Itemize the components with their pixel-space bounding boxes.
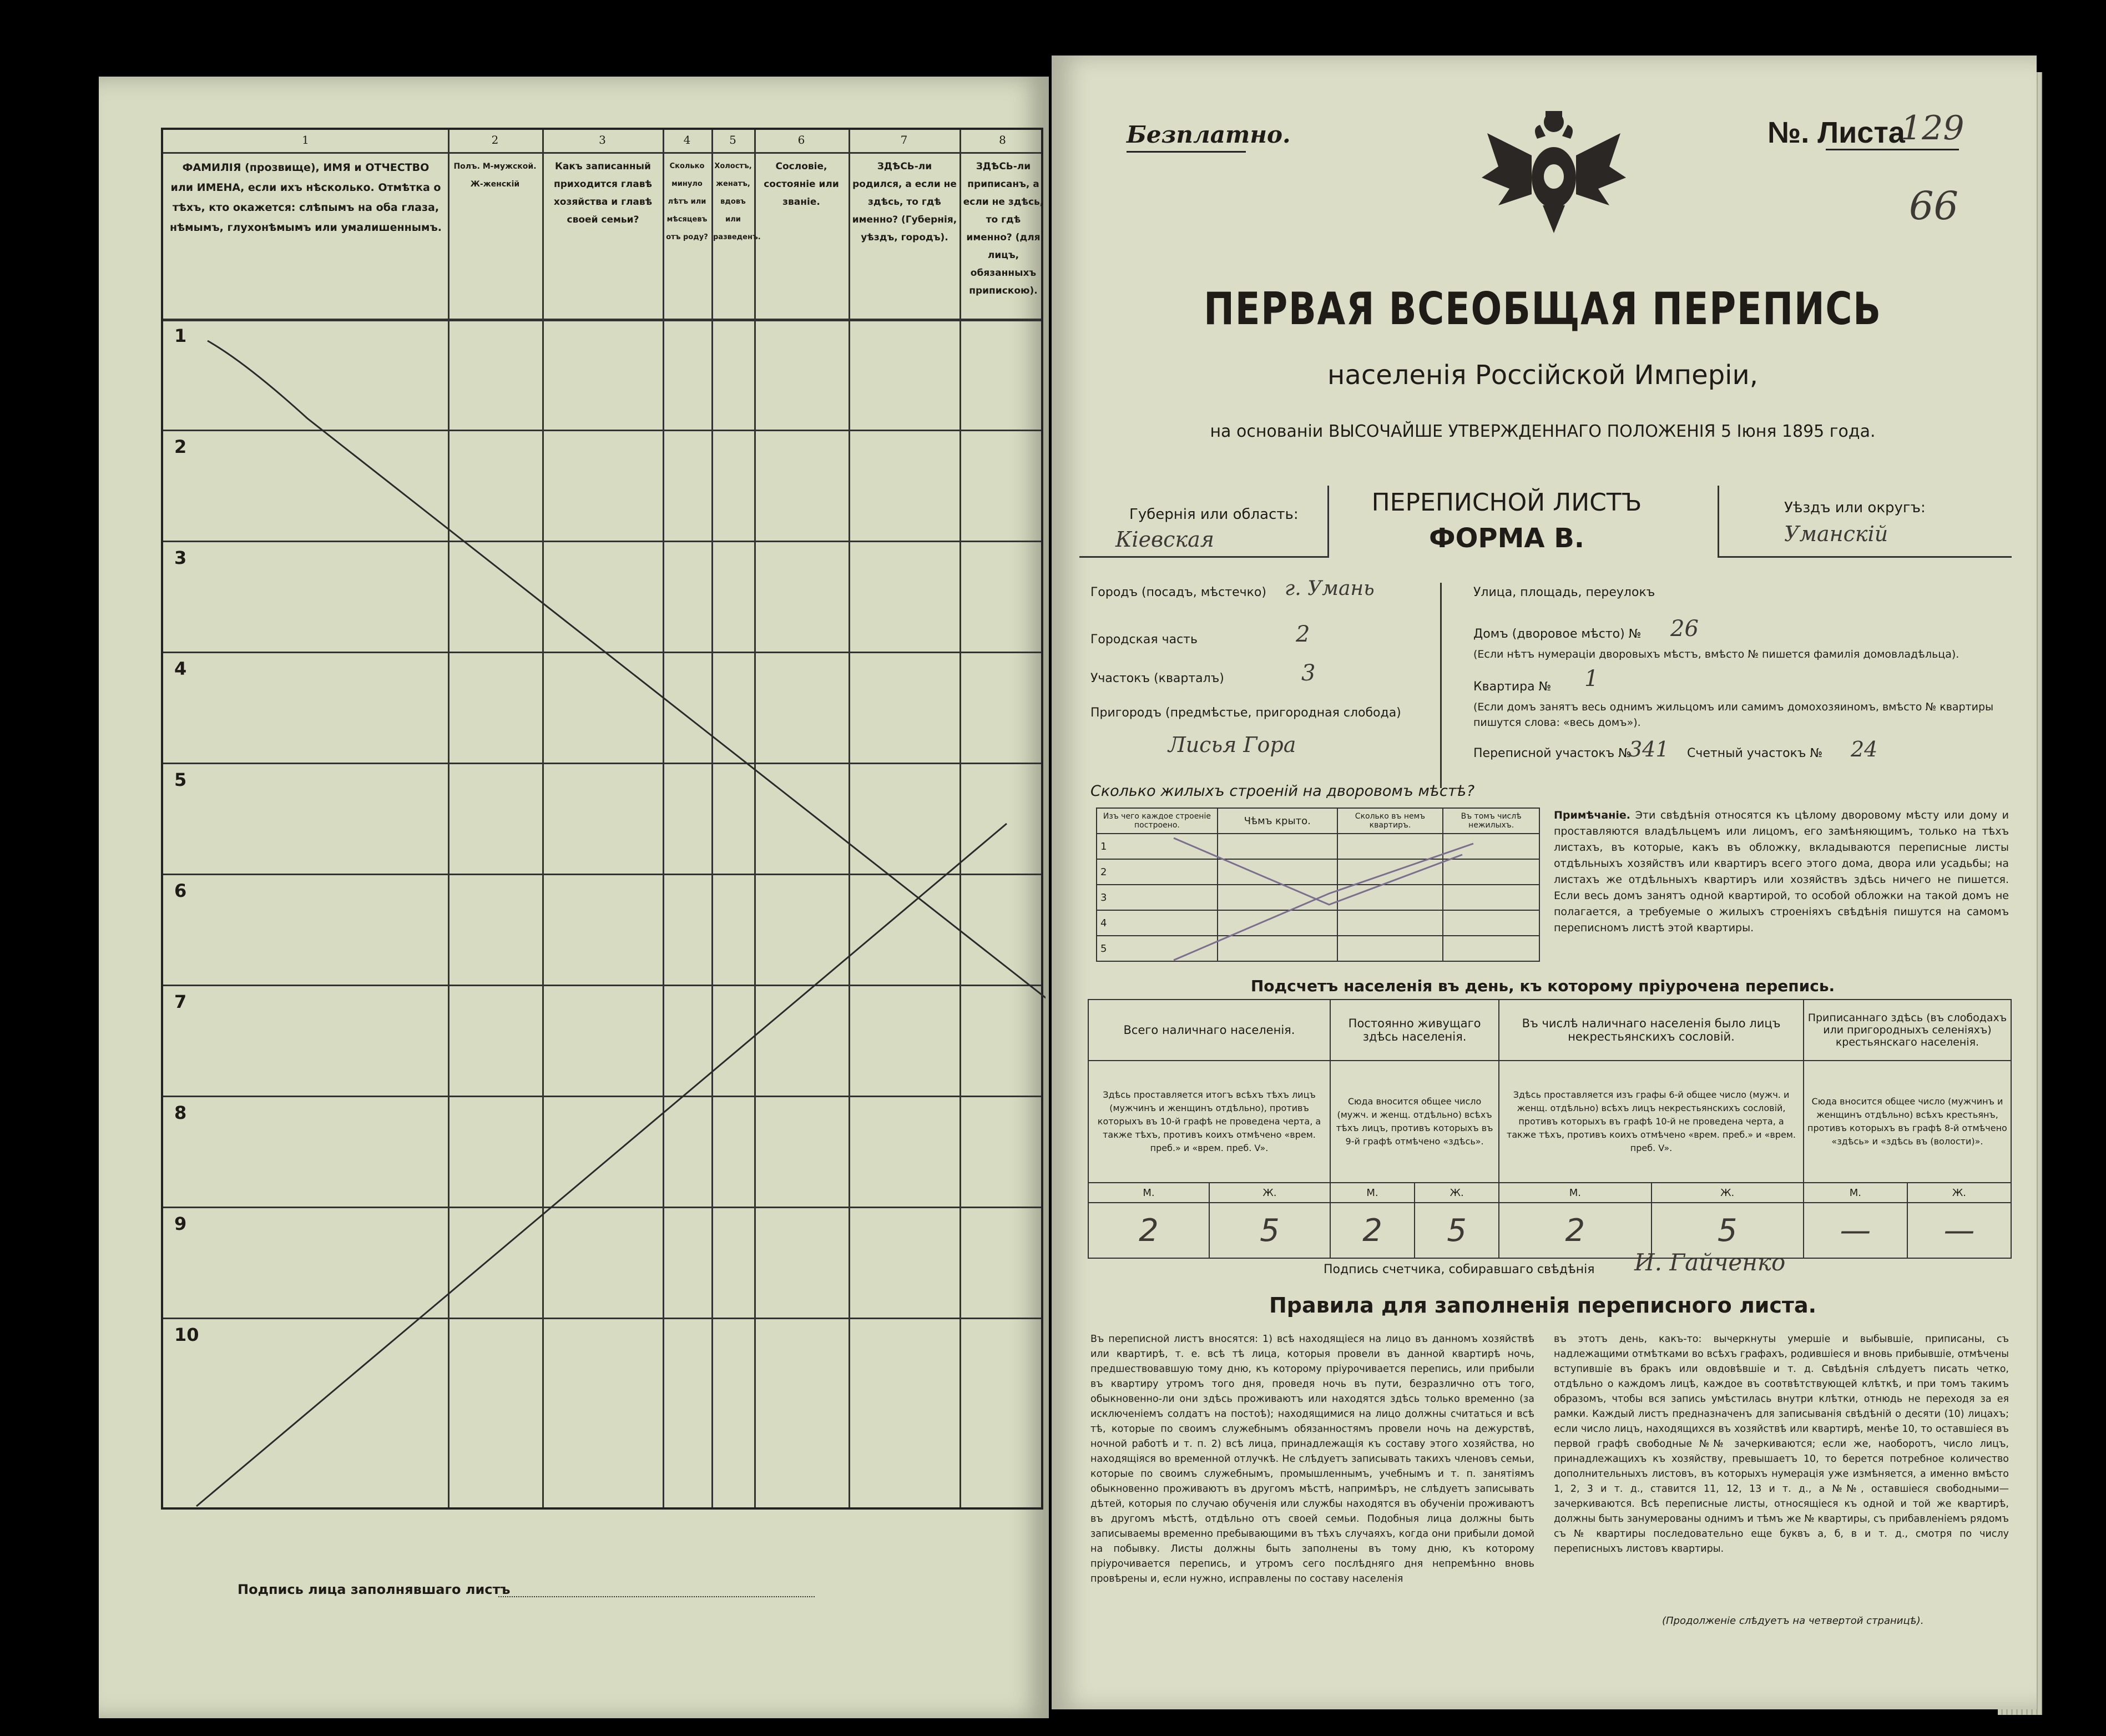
row-num-4: 4 bbox=[174, 658, 187, 679]
tally-table bbox=[1088, 999, 2012, 1259]
buildings-row-3: 3 bbox=[1097, 885, 1218, 910]
tally-f-label-1: Ж. bbox=[1209, 1183, 1330, 1203]
tally-title: Подсчетъ населенія въ день, къ которому пріурочена перепись. bbox=[1250, 977, 1835, 995]
province-label: Губернія или область: bbox=[1129, 506, 1299, 523]
apartment-label: Квартира № bbox=[1473, 680, 1552, 694]
col-head-registration: ЗДѢСЬ-ли приписанъ, а если не здѣсь, то гдѣ именно? (для лицъ, обязанныхъ припискою). bbox=[963, 161, 1044, 296]
tally-desc-resident: Сюда вносится общее число (мужч. и женщ. отдѣльно) всѣхъ тѣхъ лицъ, противъ которыхъ въ 9-й графѣ отмѣчено «здѣсь». bbox=[1330, 1061, 1499, 1183]
tally-m-resident: 2 bbox=[1330, 1203, 1415, 1258]
tally-m-label-2: М. bbox=[1330, 1183, 1415, 1203]
city-label: Городъ (посадъ, мѣстечко) bbox=[1090, 586, 1266, 599]
house-label: Домъ (дворовое мѣсто) № bbox=[1473, 627, 1642, 641]
row-num-8: 8 bbox=[174, 1102, 187, 1123]
row-num-10: 10 bbox=[174, 1324, 199, 1345]
census-basis: на основаніи ВЫСОЧАЙШЕ УТВЕРЖДЕННАГО ПОЛОЖЕНІЯ 5 Іюня 1895 года. bbox=[1210, 422, 1876, 441]
tally-desc-nonpeasant: Здѣсь проставляется изъ графы 6-й общее число (мужч. и женщ. отдѣльно) всѣхъ лицъ некрестьянскихъ сословій, противъ которыхъ въ графѣ 10-й не проведена черта, а также тѣхъ, противъ коихъ отмѣчено «врем. преб.» и «врем. преб. V». bbox=[1499, 1061, 1804, 1183]
right-page bbox=[1052, 55, 2037, 1709]
sheet-number-underline bbox=[1826, 149, 1959, 150]
col-head-marital: Холостъ, женатъ, вдовъ или разведенъ. bbox=[713, 162, 761, 241]
tally-m-peasant: — bbox=[1804, 1203, 1907, 1258]
count-sector-value: 24 bbox=[1851, 737, 1878, 761]
tally-m-label-3: М. bbox=[1499, 1183, 1651, 1203]
province-value: Кіевская bbox=[1115, 527, 1214, 552]
buildings-note bbox=[1554, 808, 2009, 936]
row-num-2: 2 bbox=[174, 436, 187, 457]
rules-column-1: Въ переписной листъ вносятся: 1) всѣ находящіеся на лицо въ данномъ хозяйствѣ или квартирѣ, т. е. всѣ тѣ лица, которыя провели въ данной квартирѣ ночь, предшествовавшую тому дню, къ которому пріурочивается перепись, или прибыли въ квартиру утромъ того дня, проведя ночь въ пути, безразлично отъ того, обыкновенно-ли они здѣсь проживаютъ или находятся здѣсь только временно (за исключеніемъ солдатъ на постоѣ); находящимися на лицо должны считаться и всѣ тѣ, которые по своимъ служебнымъ обязанностямъ провели ночь на дежурствѣ, ночной работѣ и т. п. 2) всѣ лица, принадлежащія къ составу этого хозяйства, но находящіяся во временной отлучкѣ. Не слѣдуетъ записывать такихъ членовъ семьи, которые по своимъ служебнымъ, промышленнымъ, учебнымъ и т. п. занятіямъ обыкновенно проживаютъ въ другомъ мѣстѣ, напримѣръ, не слѣдуетъ записывать дѣтей, которыя по случаю обученія или службы находятся въ обученіи проживаютъ въ другомъ мѣстѣ, отдѣльно отъ своей семьи. Подобныя лица должны быть записываемы временно пребывающими въ тѣхъ случаяхъ, когда они прибыли домой на побывку. Листы должны быть заполнены въ тому дню, къ которому пріурочивается перепись, и утромъ сего послѣдняго дня непремѣнно вновь провѣрены и, если нужно, исправлены по составу населенія bbox=[1090, 1334, 1534, 1584]
tally-f-label-3: Ж. bbox=[1652, 1183, 1804, 1203]
buildings-col-material: Изъ чего каждое строеніе построено. bbox=[1097, 808, 1218, 834]
city-part-value: 2 bbox=[1296, 622, 1310, 647]
buildings-row-2: 2 bbox=[1097, 859, 1218, 885]
col-num-8: 8 bbox=[999, 133, 1006, 147]
buildings-row-5: 5 bbox=[1097, 936, 1218, 961]
suburb-label: Пригородъ (предмѣстье, пригородная слобода) bbox=[1090, 706, 1401, 720]
tally-desc-peasant: Сюда вносится общее число (мужчинъ и женщинъ отдѣльно) всѣхъ крестьянъ, противъ которыхъ въ графѣ 8-й отмѣчено «здѣсь» и «здѣсь въ (волости)». bbox=[1804, 1061, 2011, 1183]
col-head-sex: Полъ. М-мужской. Ж-женскій bbox=[453, 162, 537, 189]
col-num-5: 5 bbox=[729, 133, 736, 147]
cross-out-lines bbox=[163, 130, 1046, 1512]
tally-f-label-2: Ж. bbox=[1415, 1183, 1499, 1203]
note-title: Примѣчаніе. bbox=[1554, 809, 1630, 821]
house-value: 26 bbox=[1670, 616, 1699, 642]
rules-column-2: въ этотъ день, какъ-то: вычеркнуты умершіе и выбывшіе, приписаны, съ надлежащими отмѣтками во всѣхъ графахъ, родившіеся и вновь прибывшіе, отмѣчены вступившіе въ бракъ или овдовѣвшіе и т. д. Свѣдѣнія слѣдуетъ писать четко, отдѣльно о каждомъ лицѣ, каждое въ соотвѣтствующей клѣткѣ, и при томъ такимъ образомъ, чтобы вся запись умѣстилась внутри клѣтки, отнюдь не переходя за ея рамки. Каждый листъ предназначенъ для записыванія свѣдѣній о десяти (10) лицахъ; если число лицъ, находящихся въ хозяйствѣ или квартирѣ, менѣе 10, то оставшіеся въ первой графѣ свободные №№ зачеркиваются; если же, наоборотъ, число лицъ, принадлежащихъ къ хозяйству, превышаетъ 10, то берется потребное количество дополнительныхъ листовъ, въ которыхъ нумерація уже измѣняется, а именно вмѣсто 1, 2, 3 и т. д., ставится 11, 12, 13 и т. д., а №№, оставшіеся свободными—зачеркиваются. Всѣ переписные листы, относящіеся къ одной и той же квартирѣ, должны быть занумерованы однимъ и тѣмъ же № квартиры, съ прибавленіемъ рядомъ съ № квартиры последовательно еще буквъ а, б, в и т. д., смотря по числу переписныхъ листовъ квартиры. bbox=[1554, 1334, 2009, 1555]
tally-f-present: 5 bbox=[1209, 1203, 1330, 1258]
district-value: Уманскій bbox=[1784, 522, 1888, 546]
buildings-col-apartments: Сколько въ немъ квартиръ. bbox=[1337, 808, 1443, 834]
census-sector-value: 341 bbox=[1629, 737, 1669, 761]
buildings-col-roof: Чѣмъ крыто. bbox=[1218, 808, 1337, 834]
row-num-6: 6 bbox=[174, 880, 187, 901]
col-num-3: 3 bbox=[599, 133, 606, 147]
apartment-note: (Если домъ занятъ весь однимъ жильцомъ или самимъ домохозяиномъ, вмѣсто № квартиры пишутся слова: «весь домъ»). bbox=[1473, 701, 1994, 729]
tally-head-present: Всего наличнаго населенія. bbox=[1088, 1000, 1330, 1061]
street-label: Улица, площадь, переулокъ bbox=[1473, 586, 1655, 599]
col-num-4: 4 bbox=[683, 133, 691, 147]
col-num-7: 7 bbox=[900, 133, 908, 147]
left-signature-label: Подпись лица заполнявшаго листъ bbox=[238, 1582, 511, 1597]
col-head-estate: Сословіе, состояніе или званіе. bbox=[764, 161, 839, 208]
census-subtitle: населенія Россійской Имперіи, bbox=[1327, 360, 1758, 391]
tally-head-peasant: Приписаннаго здѣсь (въ слободахъ или пригородныхъ селеніяхъ) крестьянскаго населенія. bbox=[1804, 1000, 2011, 1061]
counter-signature-value: И. Гайченко bbox=[1634, 1249, 1786, 1276]
col-head-relation: Какъ записанный приходится главѣ хозяйства и главѣ своей семьи? bbox=[553, 161, 653, 225]
buildings-row-1: 1 bbox=[1097, 834, 1218, 859]
tally-f-resident: 5 bbox=[1415, 1203, 1499, 1258]
house-note: (Если нѣтъ нумераціи дворовыхъ мѣстъ, вмѣсто № пишется фамилія домовладѣльца). bbox=[1473, 648, 1959, 660]
form-title-2: ФОРМА В. bbox=[1428, 523, 1585, 554]
count-sector-label: Счетный участокъ № bbox=[1687, 746, 1823, 760]
col-num-6: 6 bbox=[797, 133, 805, 147]
continued-note: (Продолженіе слѣдуетъ на четвертой страницѣ). bbox=[1662, 1615, 1924, 1627]
sheet-number-label: №. Листа bbox=[1767, 116, 1905, 149]
census-person-table bbox=[161, 128, 1043, 1510]
sector-value: 3 bbox=[1301, 660, 1316, 686]
row-num-3: 3 bbox=[174, 547, 187, 568]
census-title: ПЕРВАЯ ВСЕОБЩАЯ ПЕРЕПИСЬ bbox=[1204, 283, 1882, 335]
free-label: Безплатно. bbox=[1127, 121, 1291, 148]
free-underline bbox=[1127, 151, 1246, 153]
col-num-2: 2 bbox=[491, 133, 499, 147]
row-num-7: 7 bbox=[174, 991, 187, 1012]
tally-head-resident: Постоянно живущаго здѣсь населенія. bbox=[1330, 1000, 1499, 1061]
sector-label: Участокъ (кварталъ) bbox=[1090, 672, 1224, 685]
tally-f-peasant: — bbox=[1907, 1203, 2011, 1258]
buildings-row-4: 4 bbox=[1097, 910, 1218, 936]
left-page bbox=[99, 77, 1049, 1718]
buildings-question: Сколько жилыхъ строеній на дворовомъ мѣстѣ? bbox=[1090, 783, 1475, 800]
col-head-name: ФАМИЛІЯ (прозвище), ИМЯ и ОТЧЕСТВО или ИМЕНА, если ихъ нѣсколько. Отмѣтка о тѣхъ, кто окажется: слѣпымъ на оба глаза, нѣмымъ, глухонѣмымъ или умалишеннымъ. bbox=[170, 162, 442, 234]
col-head-age: Сколько минуло лѣтъ или мѣсяцевъ отъ роду? bbox=[666, 162, 708, 241]
tally-f-label-4: Ж. bbox=[1907, 1183, 2011, 1203]
note-text: Эти свѣдѣнія относятся къ цѣлому дворовому мѣсту или дому и проставляются владѣльцемъ или лицомъ, его замѣняющимъ, только на тѣхъ листахъ, въ которые, какъ въ обложку, вкладываются переписные листы отдѣльныхъ хозяйствъ или квартиръ всего этого дома, двора или усадьбы; на листахъ же отдѣльныхъ квартиръ или хозяйствъ здѣсь ничего не пишется. Если весь домъ занятъ одной квартирой, то особой обложки на такой домъ не полагается, а требуемые о жилыхъ строеніяхъ свѣдѣнія пишутся на самомъ переписномъ листѣ этой квартиры. bbox=[1554, 809, 2009, 934]
tally-f-nonpeasant: 5 bbox=[1652, 1203, 1804, 1258]
tally-m-present: 2 bbox=[1088, 1203, 1209, 1258]
counter-signature-label: Подпись счетчика, собиравшаго свѣдѣнія bbox=[1324, 1263, 1595, 1276]
sheet-number-value: 129 bbox=[1901, 109, 1964, 148]
city-value: г. Умань bbox=[1285, 577, 1375, 600]
row-num-9: 9 bbox=[174, 1213, 187, 1234]
left-signature-line bbox=[498, 1596, 815, 1597]
tally-desc-present: Здѣсь проставляется итогъ всѣхъ тѣхъ лицъ (мужчинъ и женщинъ отдѣльно), противъ которыхъ въ 10-й графѣ не проведена черта, а также тѣхъ, противъ коихъ отмѣчено «врем. преб.» и «врем. преб. V». bbox=[1088, 1061, 1330, 1183]
city-part-label: Городская часть bbox=[1090, 633, 1198, 647]
tally-m-label-1: М. bbox=[1088, 1183, 1209, 1203]
sheet-number-value-2: 66 bbox=[1909, 183, 1959, 229]
buildings-cross-out bbox=[1096, 832, 1540, 966]
address-divider bbox=[1440, 583, 1442, 788]
form-title-1: ПЕРЕПИСНОЙ ЛИСТЪ bbox=[1371, 488, 1642, 517]
rules-title: Правила для заполненія переписного листа. bbox=[1269, 1293, 1817, 1318]
tally-head-nonpeasant: Въ числѣ наличнаго населенія было лицъ некрестьянскихъ сословій. bbox=[1499, 1000, 1804, 1061]
tally-m-label-4: М. bbox=[1804, 1183, 1907, 1203]
col-head-birthplace: ЗДѢСЬ-ли родился, а если не здѣсь, то гдѣ именно? (Губернія, уѣздъ, городъ). bbox=[852, 161, 957, 243]
imperial-eagle-icon bbox=[1476, 105, 1632, 239]
apartment-value: 1 bbox=[1584, 666, 1599, 692]
tally-m-nonpeasant: 2 bbox=[1499, 1203, 1651, 1258]
suburb-value: Лисья Гора bbox=[1168, 733, 1296, 757]
row-num-1: 1 bbox=[174, 325, 187, 346]
row-num-5: 5 bbox=[174, 769, 187, 790]
census-sector-label: Переписной участокъ № bbox=[1473, 746, 1632, 760]
col-num-1: 1 bbox=[302, 133, 309, 147]
buildings-col-nonresidential: Въ томъ числѣ нежилыхъ. bbox=[1443, 808, 1539, 834]
district-label: Уѣздъ или округъ: bbox=[1784, 499, 1926, 516]
